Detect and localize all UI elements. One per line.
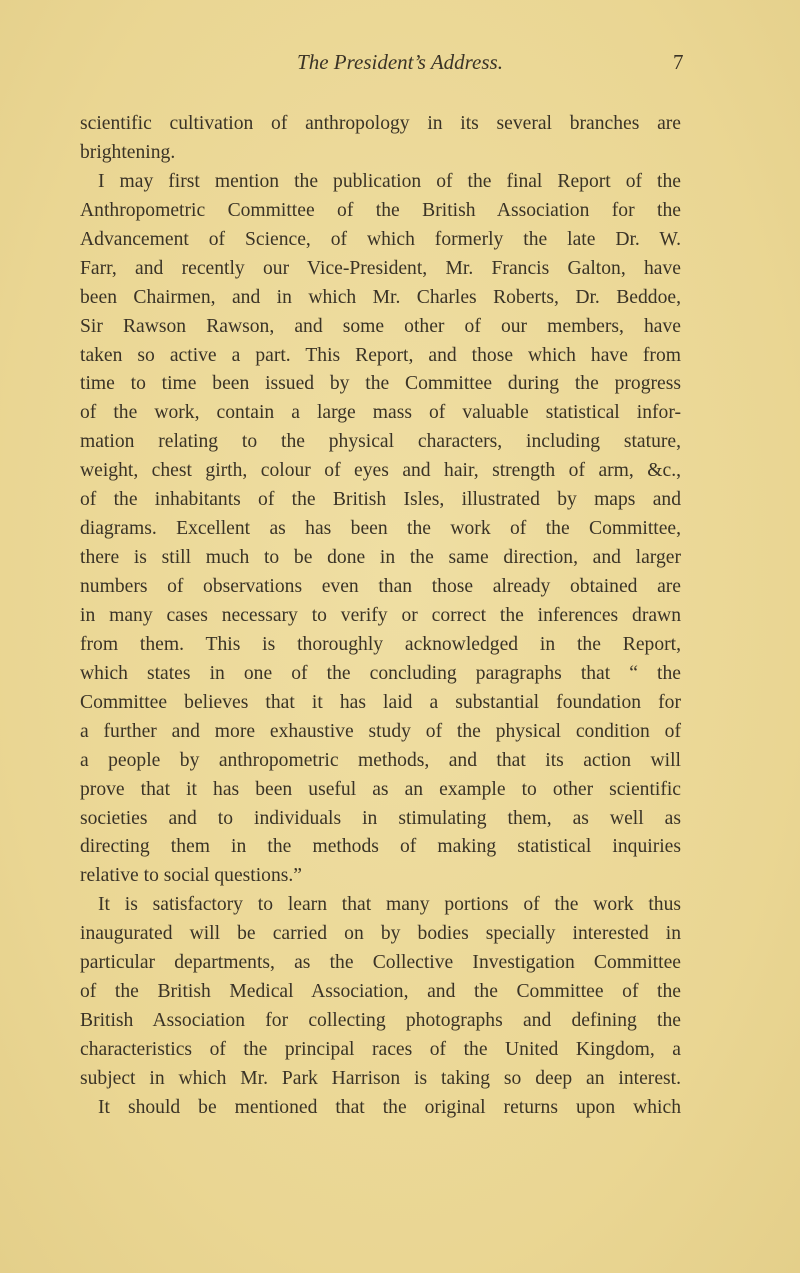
- text-line: Farr, and recently our Vice-President, Mr. Francis Galton, have: [80, 257, 681, 279]
- text-line: I may first mention the publication of the final Report of the: [98, 170, 681, 192]
- text-line: numbers of observations even than those already obtained are: [80, 576, 681, 597]
- text-line: It should be mentioned that the original returns upon which: [98, 1096, 681, 1118]
- text-line: been Chairmen, and in which Mr. Charles Roberts, Dr. Beddoe,: [80, 286, 681, 308]
- text-line: British Association for collecting photographs and defining the: [80, 1010, 681, 1032]
- text-line: of the British Medical Association, and the Committee of the: [80, 981, 681, 1003]
- text-line: prove that it has been useful as an example to other scientific: [80, 778, 681, 800]
- text-line: subject in which Mr. Park Harrison is taking so deep an interest.: [80, 1067, 681, 1089]
- text-line: characteristics of the principal races of the United Kingdom, a: [80, 1039, 681, 1060]
- page-number: 7: [673, 50, 684, 74]
- text-line: of the inhabitants of the British Isles, illustrated by maps and: [80, 489, 681, 511]
- text-line: weight, chest girth, colour of eyes and hair, strength of arm, &c.,: [80, 460, 681, 482]
- body-text: [80, 110, 681, 1123]
- text-line: societies and to individuals in stimulating them, as well as: [80, 807, 681, 829]
- text-line: diagrams. Excellent as has been the work of the Committee,: [80, 518, 681, 540]
- text-line: a further and more exhaustive study of the physical condition of: [80, 720, 681, 742]
- text-line: a people by anthropometric methods, and that its action will: [80, 749, 681, 771]
- text-line: inaugurated will be carried on by bodies specially interested in: [80, 923, 681, 945]
- text-line: Advancement of Science, of which formerly the late Dr. W.: [80, 228, 681, 250]
- text-line: from them. This is thoroughly acknowledged in the Report,: [80, 633, 681, 655]
- text-line: which states in one of the concluding paragraphs that “ the: [80, 662, 681, 684]
- text-line: there is still much to be done in the same direction, and larger: [80, 547, 681, 569]
- text-line: time to time been issued by the Committee during the progress: [80, 373, 681, 395]
- text-line: mation relating to the physical characters, including stature,: [80, 431, 681, 453]
- text-line: Anthropometric Committee of the British Association for the: [80, 199, 681, 221]
- text-line: directing them in the methods of making statistical inquiries: [80, 836, 681, 858]
- text-line: Sir Rawson Rawson, and some other of our members, have: [80, 315, 681, 337]
- text-line: It is satisfactory to learn that many portions of the work thus: [98, 894, 681, 916]
- text-line: of the work, contain a large mass of valuable statistical infor-: [80, 402, 681, 424]
- text-line: taken so active a part. This Report, and those which have from: [80, 344, 681, 366]
- text-line: brightening.: [80, 141, 176, 163]
- text-line: scientific cultivation of anthropology in its several branches are: [80, 113, 681, 134]
- text-line: in many cases necessary to verify or correct the inferences drawn: [80, 604, 681, 626]
- text-line: Committee believes that it has laid a substantial foundation for: [80, 691, 681, 713]
- text-line: relative to social questions.”: [80, 865, 302, 887]
- text-line: particular departments, as the Collective Investigation Committee: [80, 952, 681, 974]
- running-title: The President’s Address.: [297, 50, 503, 74]
